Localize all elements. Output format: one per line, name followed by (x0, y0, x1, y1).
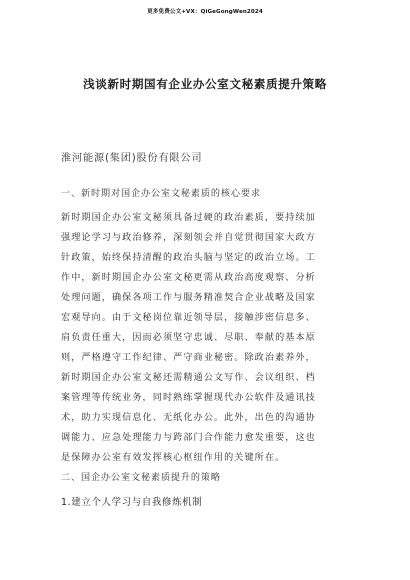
organization-name: 淮河能源(集团)股份有限公司 (61, 153, 203, 164)
paragraph-line: 新时期国企办公室文秘须具备过硬的政治素质，要持续加 (61, 213, 316, 223)
section-heading-2: 二、国企办公室文秘素质提升的策略 (61, 473, 221, 483)
document-title: 浅谈新时期国有企业办公室文秘素质提升策略 (83, 77, 327, 91)
subsection-heading: 1.建立个人学习与自我修炼机制 (61, 497, 203, 508)
paragraph-line: 新时期国企办公室文秘还需精通公文写作、会议组织、档 (61, 373, 316, 383)
paragraph-line: 术，助力实现信息化、无纸化办公。此外，出色的沟通协 (61, 413, 316, 423)
header-note: 更多免费公文+VX：QiGeGongWen2024 (147, 9, 263, 15)
paragraph-line: 则，严格遵守工作纪律、严守商业秘密。除政治素养外， (61, 353, 316, 363)
paragraph-line: 案管理等传统业务，同时熟练掌握现代办公软件及通讯技 (61, 393, 316, 403)
paragraph-line: 针政策，始终保持清醒的政治头脑与坚定的政治立场。工 (61, 253, 316, 263)
section-heading-1: 一、新时期对国企办公室文秘素质的核心要求 (61, 189, 261, 199)
paragraph-line: 作中，新时期国企办公室文秘更需从政治高度观察、分析 (61, 273, 316, 283)
paragraph-line: 肩负责任重大，因而必须坚守忠诚、尽职、奉献的基本原 (61, 333, 316, 343)
paragraph-line: 调能力、应急处理能力与跨部门合作能力愈发重要，这也 (61, 433, 316, 443)
paragraph-line: 处理问题，确保各项工作与服务精准契合企业战略及国家 (61, 293, 316, 303)
paragraph-line: 宏观导向。由于文秘岗位靠近领导层，接触涉密信息多、 (61, 313, 316, 323)
paragraph-line: 是保障办公室有效发挥核心枢纽作用的关键所在。 (61, 453, 286, 463)
paragraph-line: 强理论学习与政治修养，深刻领会并自觉贯彻国家大政方 (61, 233, 316, 243)
